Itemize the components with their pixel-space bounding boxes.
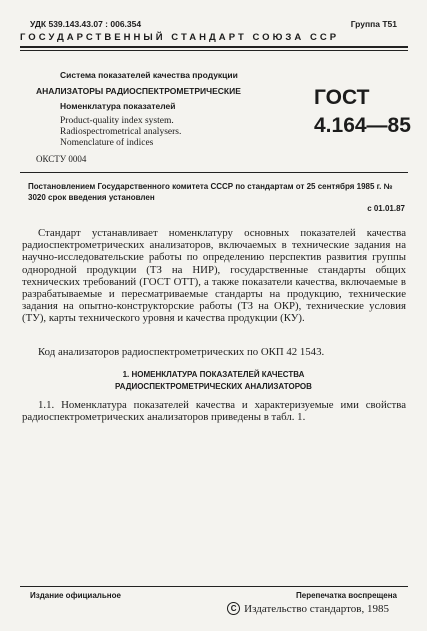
- subject-title: АНАЛИЗАТОРЫ РАДИОСПЕКТРОМЕТРИЧЕСКИЕ: [36, 86, 241, 96]
- effective-date: с 01.01.87: [367, 204, 405, 213]
- english-title-line: Radiospectrometrical analysers.: [60, 127, 182, 137]
- official-edition: Издание официальное: [30, 591, 121, 600]
- title-rule: [20, 172, 408, 173]
- section-heading-line: 1. НОМЕНКЛАТУРА ПОКАЗАТЕЛЕЙ КАЧЕСТВА: [122, 370, 305, 379]
- nomenclature-title: Номенклатура показателей: [60, 101, 176, 111]
- section-heading: [0, 369, 427, 393]
- okstu-code: ОКСТУ 0004: [36, 154, 87, 164]
- footer-rule: [20, 586, 408, 587]
- gost-designation: [314, 84, 411, 140]
- gost-label: ГОСТ: [314, 86, 370, 109]
- gost-number: 4.164—85: [314, 114, 411, 137]
- header-rule-thin: [20, 50, 408, 51]
- copyright-line: [227, 602, 389, 615]
- udk-code: УДК 539.143.43.07 : 006.354: [30, 19, 142, 29]
- okp-code-paragraph: Код анализаторов радиоспектрометрических по ОКП 42 1543.: [38, 346, 325, 358]
- english-title-line: Nomenclature of indices: [60, 138, 154, 148]
- system-title: Система показателей качества продукции: [60, 70, 238, 80]
- publisher-text: Издательство стандартов, 1985: [244, 602, 389, 615]
- decree-text: Постановлением Государственного комитета СССР по стандартам от 25 сентября 1985 г. № 3020 срок введения установлен: [28, 182, 393, 202]
- reprint-prohibited: Перепечатка воспрещена: [296, 591, 397, 600]
- group-code: Группа Т51: [350, 19, 397, 29]
- copyright-icon: C: [227, 602, 240, 615]
- english-title-line: Product-quality index system.: [60, 116, 174, 126]
- clause-1-1: 1.1. Номенклатура показателей качества и характеризуемые ими свойства радиоспектрометрических анализаторов приведены в табл. 1.: [22, 399, 406, 424]
- header-rule-thick: [20, 46, 408, 48]
- intro-paragraph: Стандарт устанавливает номенклатуру основных показателей качества радиоспектрометрических анализаторов, включаемых в технические задания на научно-исследовательские работы по определению перспектив развития группы однородной продукции (ТЗ на НИР), государственные стандарты общих технических требований (ГОСТ ОТТ), а также показатели качества, включаемые в разрабатываемые и пересматриваемые стандарты на продукцию, технические задания на опытно-конструкторские работы (ТЗ на ОКР), технические условия (ТУ), карты технического уровня и качества продукции (КУ).: [22, 227, 406, 325]
- english-title: [60, 116, 181, 149]
- section-heading-line: РАДИОСПЕКТРОМЕТРИЧЕСКИХ АНАЛИЗАТОРОВ: [115, 382, 312, 391]
- state-standard-title: ГОСУДАРСТВЕННЫЙ СТАНДАРТ СОЮЗА ССР: [20, 32, 340, 43]
